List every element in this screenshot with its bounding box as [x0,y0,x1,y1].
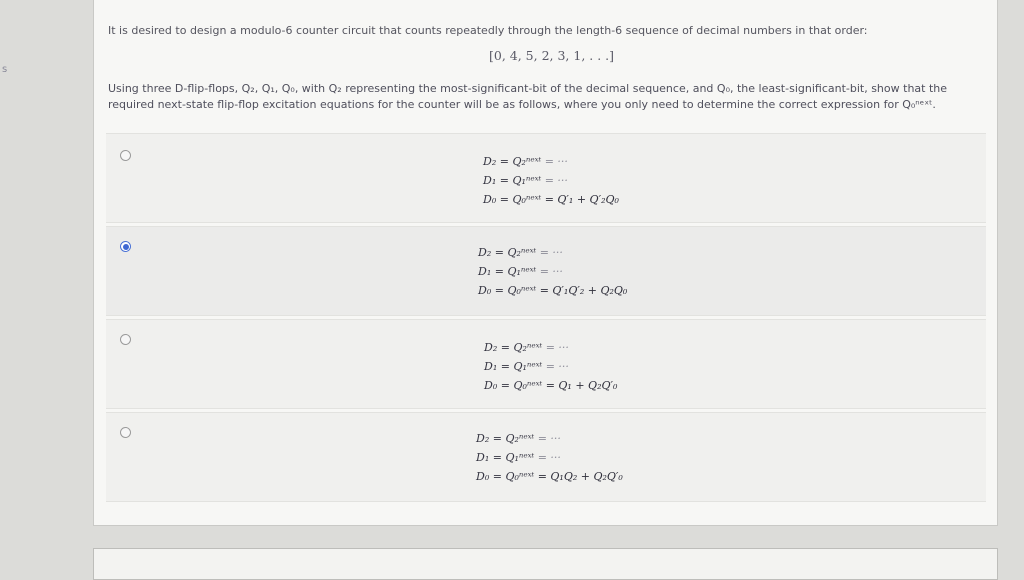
option-4-eq-d1: D₁ = Q₁ⁿᵉˣᵗ = ··· [476,451,561,464]
question-card [93,0,998,526]
option-1-equations [483,152,619,209]
option-1-eq-d1: D₁ = Q₁ⁿᵉˣᵗ = ··· [483,174,568,187]
answer-option-4[interactable] [106,412,986,502]
option-4-eq-d2: D₂ = Q₂ⁿᵉˣᵗ = ··· [476,432,561,445]
radio-button-option-2[interactable] [120,241,131,252]
option-2-eq-d1: D₁ = Q₁ⁿᵉˣᵗ = ··· [478,265,563,278]
answer-option-1[interactable] [106,133,986,223]
answer-option-2[interactable] [106,226,986,316]
radio-button-option-4[interactable] [120,427,131,438]
question-prompt: It is desired to design a modulo-6 counter circuit that counts repeatedly through the length-6 sequence of decimal numbers in that order: [108,24,868,37]
question-sequence: [0, 4, 5, 2, 3, 1, . . .] [489,48,615,63]
option-2-equations [478,243,627,300]
question-instructions: Using three D-flip-flops, Q₂, Q₁, Q₀, with Q₂ representing the most-significant-bit of the decimal sequence, and Q₀, the least-significant-bit, show that the required next-state flip-flop excitation equations for the counter will be as follows, where you only need to determine the correct expression for Q₀ⁿᵉˣᵗ. [108,82,948,111]
option-1-eq-d0: D₀ = Q₀ⁿᵉˣᵗ = Q′₁ + Q′₂Q₀ [483,193,619,206]
option-2-eq-d2: D₂ = Q₂ⁿᵉˣᵗ = ··· [478,246,563,259]
option-3-eq-d1: D₁ = Q₁ⁿᵉˣᵗ = ··· [484,360,569,373]
option-1-eq-d2: D₂ = Q₂ⁿᵉˣᵗ = ··· [483,155,568,168]
edge-letter: s [2,64,8,75]
answer-option-3[interactable] [106,319,986,409]
option-4-eq-d0: D₀ = Q₀ⁿᵉˣᵗ = Q₁Q₂ + Q₂Q′₀ [476,470,623,483]
next-question-card [93,548,998,580]
option-3-equations [484,338,617,395]
radio-button-option-3[interactable] [120,334,131,345]
option-3-eq-d2: D₂ = Q₂ⁿᵉˣᵗ = ··· [484,341,569,354]
radio-button-option-1[interactable] [120,150,131,161]
option-3-eq-d0: D₀ = Q₀ⁿᵉˣᵗ = Q₁ + Q₂Q′₀ [484,379,618,392]
option-2-eq-d0: D₀ = Q₀ⁿᵉˣᵗ = Q′₁Q′₂ + Q₂Q₀ [478,284,628,297]
option-4-equations [476,429,623,486]
